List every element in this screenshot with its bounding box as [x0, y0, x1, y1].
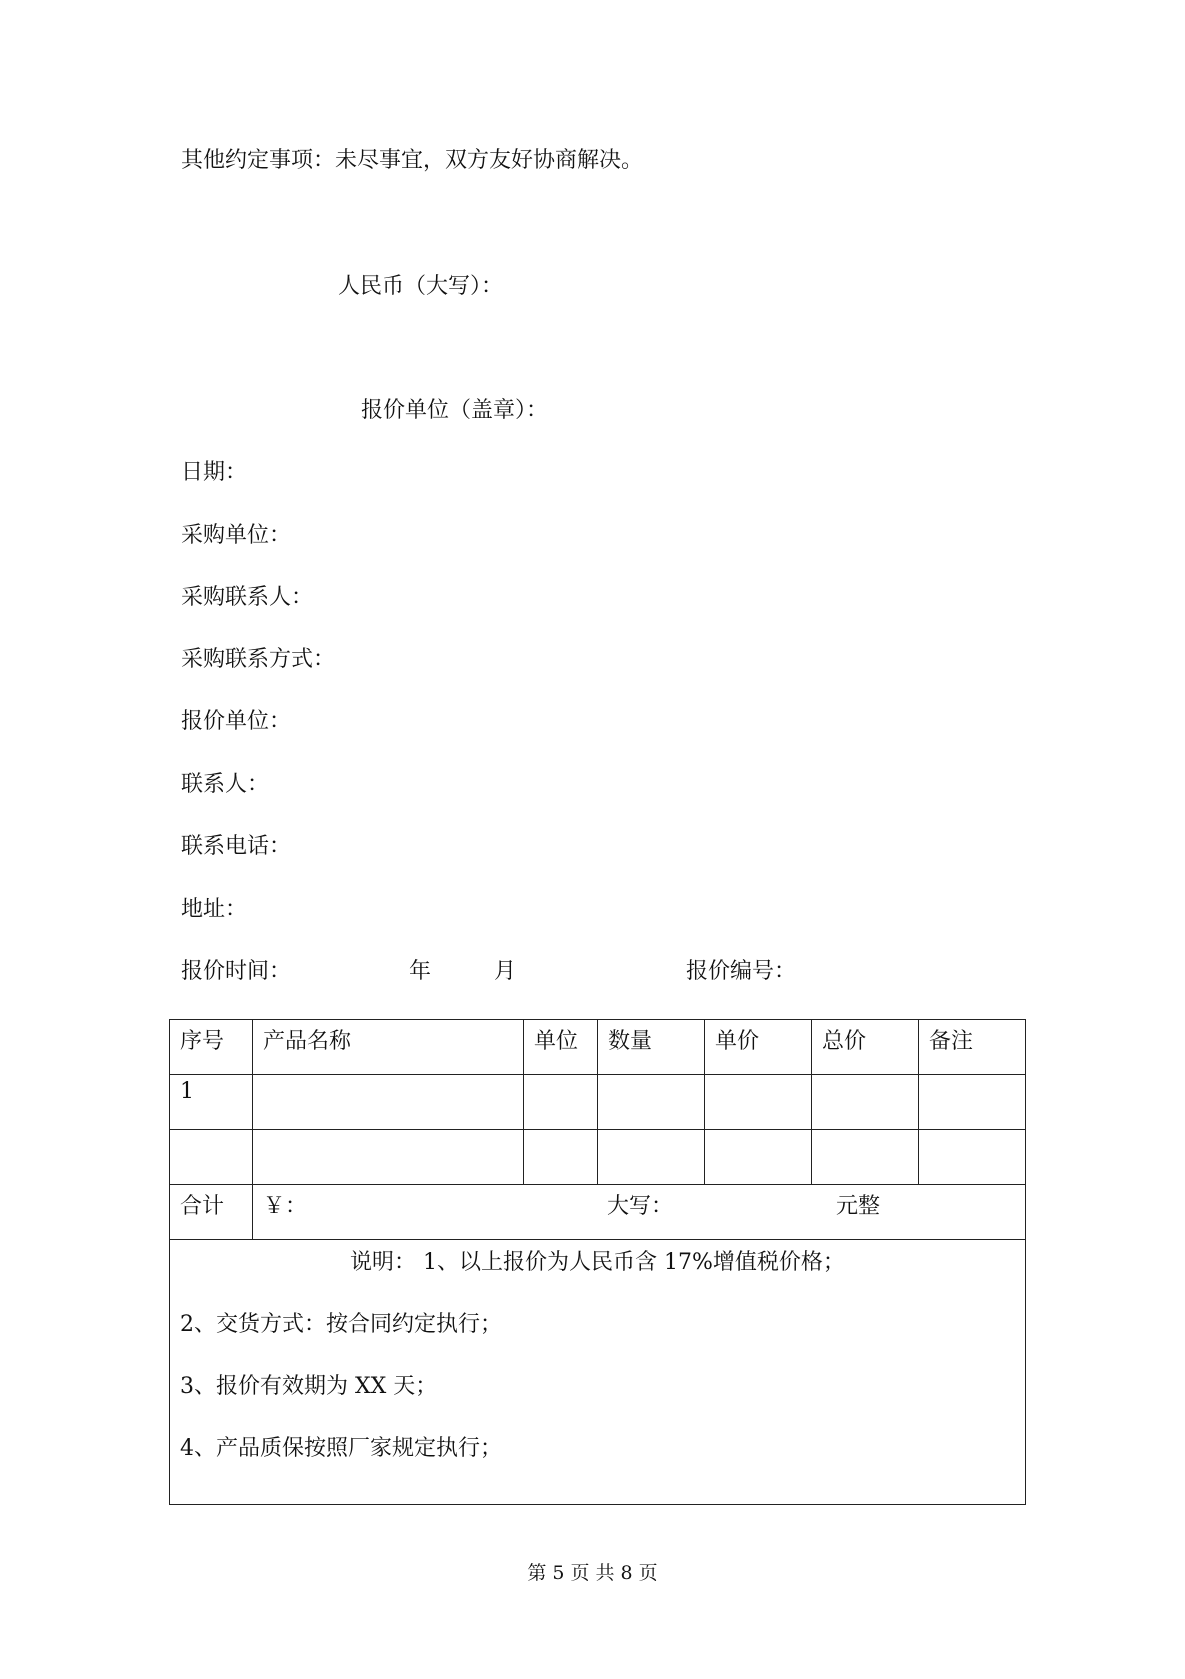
- header-cell: 数量: [598, 1020, 705, 1075]
- table-cell[interactable]: 1: [170, 1075, 253, 1130]
- total-yuan-suffix: 元整: [836, 1194, 881, 1219]
- page-footer: 第 5 页 共 8 页: [527, 1562, 658, 1584]
- header-cell: 序号: [170, 1020, 253, 1075]
- table-cell[interactable]: [253, 1075, 524, 1130]
- total-caps-label: 大写：: [607, 1194, 674, 1219]
- table-cell[interactable]: [812, 1075, 919, 1130]
- purchase-contact-label: 采购联系人：: [181, 585, 314, 610]
- quote-number-label: 报价编号：: [686, 959, 797, 984]
- year-label: 年: [409, 959, 432, 984]
- address-label: 地址：: [181, 897, 248, 922]
- table-cell[interactable]: [919, 1130, 1026, 1185]
- other-terms-line: 其他约定事项：未尽事宜，双方友好协商解决。: [181, 148, 644, 173]
- table-cell[interactable]: [598, 1075, 705, 1130]
- table-cell[interactable]: [812, 1130, 919, 1185]
- table-cell[interactable]: [919, 1075, 1026, 1130]
- table-cell[interactable]: [524, 1130, 598, 1185]
- total-value-cell[interactable]: [253, 1185, 1026, 1240]
- header-cell: 单价: [705, 1020, 812, 1075]
- purchase-contact-method-label: 采购联系方式：: [181, 647, 336, 672]
- table-row: [170, 1130, 1026, 1185]
- quote-unit-label: 报价单位：: [181, 709, 292, 734]
- contact-person-label: 联系人：: [181, 772, 270, 797]
- contact-phone-label: 联系电话：: [181, 834, 292, 859]
- rmb-caps-label: 人民币（大写）：: [338, 274, 504, 299]
- table-cell[interactable]: [598, 1130, 705, 1185]
- note-line: 3、报价有效期为 XX 天；: [180, 1374, 438, 1399]
- table-cell[interactable]: [253, 1130, 524, 1185]
- purchase-unit-label: 采购单位：: [181, 523, 292, 548]
- table-cell[interactable]: [170, 1130, 253, 1185]
- table-header-row: [170, 1020, 1026, 1075]
- total-yen-label: ￥：: [263, 1194, 308, 1219]
- quote-table: [169, 1019, 1026, 1505]
- quote-time-label: 报价时间：: [181, 959, 292, 984]
- table-cell[interactable]: [705, 1075, 812, 1130]
- header-cell: 单位: [524, 1020, 598, 1075]
- table-cell[interactable]: [705, 1130, 812, 1185]
- note-line: 2、交货方式：按合同约定执行；: [180, 1312, 502, 1337]
- table-row: [170, 1075, 1026, 1130]
- notes-cell: [170, 1240, 1026, 1505]
- header-cell: 总价: [812, 1020, 919, 1075]
- notes-row: [170, 1240, 1026, 1505]
- header-cell: 备注: [919, 1020, 1026, 1075]
- date-label: 日期：: [181, 460, 248, 485]
- note-line: 说明： 1、以上报价为人民币含 17%增值税价格；: [350, 1250, 845, 1275]
- note-line: 4、产品质保按照厂家规定执行；: [180, 1436, 502, 1461]
- quote-unit-stamp-label: 报价单位（盖章）：: [361, 398, 549, 423]
- header-cell: 产品名称: [253, 1020, 524, 1075]
- month-label: 月: [494, 959, 517, 984]
- table-cell[interactable]: [524, 1075, 598, 1130]
- total-row: [170, 1185, 1026, 1240]
- total-label: 合计: [170, 1185, 253, 1240]
